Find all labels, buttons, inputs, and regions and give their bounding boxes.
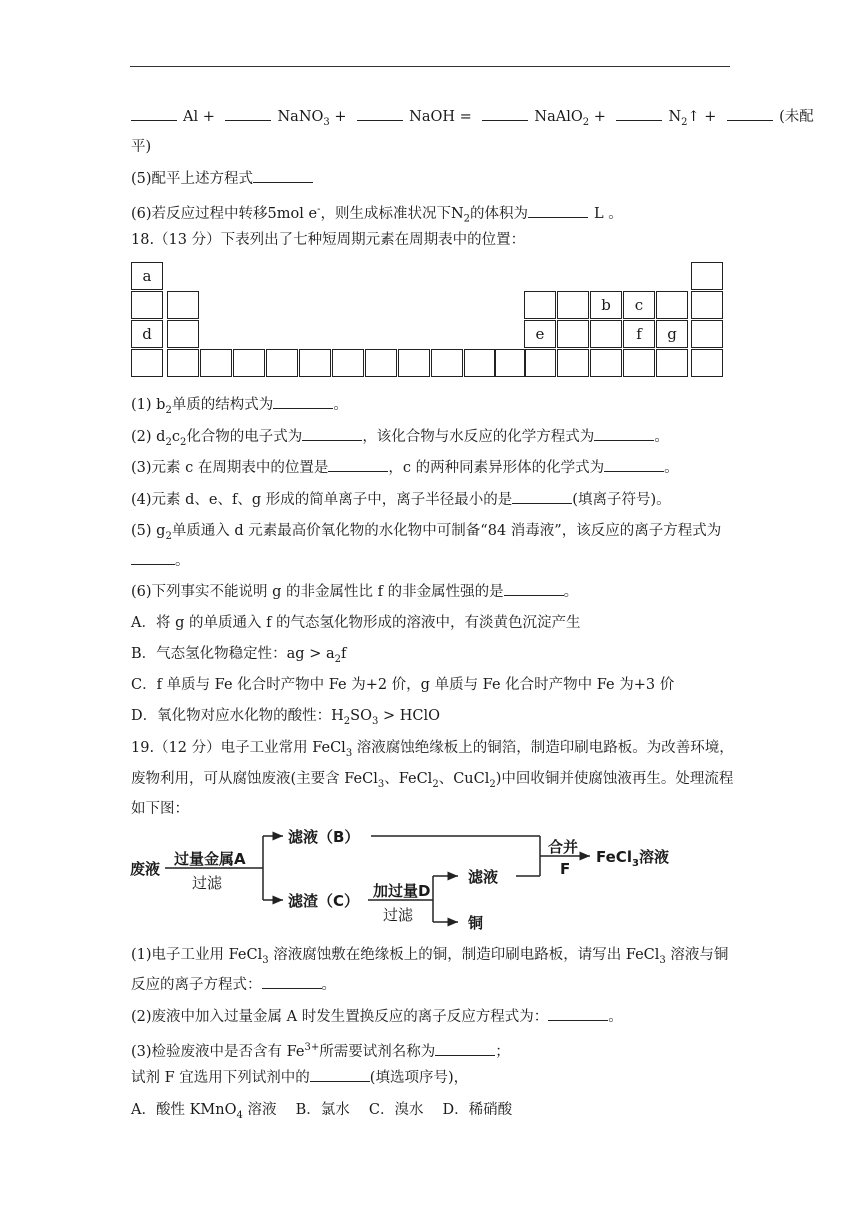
table-cell	[233, 349, 265, 377]
answer-blank[interactable]	[604, 458, 664, 472]
eq-term-n2	[668, 109, 688, 128]
table-cell	[167, 291, 199, 319]
table-cell	[464, 349, 496, 377]
question-text: )中回收铜并使腐蚀液再生。处理流程	[495, 771, 734, 787]
eq-text: NaNO	[277, 109, 324, 125]
table-cell	[494, 349, 526, 377]
answer-blank[interactable]	[528, 204, 588, 218]
answer-blank[interactable]	[310, 1068, 370, 1082]
eq-plus: +	[334, 109, 347, 125]
q19-options	[131, 1100, 512, 1126]
answer-blank[interactable]	[616, 107, 662, 121]
table-cell	[365, 349, 397, 377]
table-cell	[431, 349, 463, 377]
eq-note: (未配	[779, 109, 814, 125]
answer-blank[interactable]	[225, 107, 271, 121]
part-text: (5) g	[131, 523, 166, 539]
q18-part1	[131, 395, 348, 421]
option-formula: > HClO	[378, 708, 440, 724]
q17-part5	[131, 169, 319, 189]
label-filter: 过滤	[192, 874, 223, 892]
option-formula: f	[340, 646, 347, 662]
answer-blank[interactable]	[482, 107, 528, 121]
answer-blank[interactable]	[504, 582, 564, 596]
table-cell-g: g	[656, 320, 688, 348]
part-text: 。	[654, 429, 669, 445]
part-text: 试剂 F 宜选用下列试剂中的	[131, 1070, 310, 1086]
table-cell-e: e	[524, 320, 556, 348]
question-text: 、CuCl	[438, 771, 490, 787]
option-text: D．氧化物对应水化物的酸性：	[131, 708, 332, 724]
part-text: 溶液与铜	[665, 947, 729, 963]
answer-blank[interactable]	[328, 458, 388, 472]
part-text: 单质的结构式为	[171, 397, 274, 413]
table-cell	[691, 262, 723, 290]
part-text: (1)电子工业用 FeCl	[131, 947, 263, 963]
part-text: (5)配平上述方程式	[131, 171, 254, 187]
part-text: 。	[321, 977, 336, 993]
option-text: B．气态氢化物稳定性：	[131, 646, 287, 662]
option-d	[131, 706, 440, 732]
part-text: (4)元素 d、e、f、g 形成的简单离子中，离子半径最小的是	[131, 492, 513, 508]
product-text: FeCl	[596, 848, 632, 866]
subscript: 2	[343, 715, 351, 727]
superscript: -	[317, 204, 321, 215]
table-cell	[557, 291, 589, 319]
question-text: 溶液腐蚀绝缘板上的铜箔，制造印刷电路板。为改善环境，	[352, 740, 734, 756]
q18-part2	[131, 427, 669, 453]
option-b	[131, 644, 346, 670]
question-text: 19.（12 分）电子工业常用 FeCl	[131, 740, 346, 756]
q18-intro: 18.（13 分）下表列出了七种短周期元素在周期表中的位置：	[131, 232, 526, 248]
table-cell	[131, 349, 163, 377]
eq-sub: 3	[323, 116, 330, 128]
part-text: ，该化合物与水反应的化学方程式为	[362, 429, 595, 445]
subscript: 3	[345, 747, 353, 759]
periodic-table	[131, 262, 729, 379]
part-text: ，则生成标准状况下N	[320, 205, 464, 222]
subscript: 2	[489, 778, 496, 790]
header-rule	[130, 66, 730, 67]
q19-part1	[131, 945, 728, 971]
eq-term-naalo2	[534, 109, 590, 128]
q18-part6	[131, 582, 578, 602]
part-text: (2)废液中加入过量金属 A 时发生置换反应的离子反应方程式为：	[131, 1009, 549, 1025]
table-cell	[691, 291, 723, 319]
subscript: 3	[371, 715, 379, 727]
eq-plus: +	[593, 109, 606, 125]
node-waste: 废液	[130, 860, 161, 878]
q19-part4	[131, 1068, 468, 1088]
subscript: 2	[165, 436, 172, 448]
table-cell-b: b	[590, 291, 622, 319]
node-filtrate: 滤液	[468, 868, 499, 886]
subscript: 2	[165, 404, 172, 416]
part-text: 化合物的电子式为	[186, 429, 303, 445]
table-cell-d: d	[131, 320, 163, 348]
subscript: 3	[262, 954, 269, 966]
node-filtrate-b: 滤液（B）	[288, 828, 360, 846]
answer-blank[interactable]	[512, 490, 572, 504]
eq-gas-arrow: ↑ +	[687, 109, 717, 125]
part-text: 。	[563, 584, 579, 600]
part-text: c	[171, 429, 180, 445]
table-cell	[299, 349, 331, 377]
answer-blank[interactable]	[131, 107, 177, 121]
option-formula: SO	[350, 708, 372, 724]
part-text: ，c 的两种同素异形体的化学式为	[388, 460, 605, 476]
q19-part2	[131, 1007, 623, 1027]
process-flowchart	[128, 826, 688, 930]
option-c: C．f 单质与 Fe 化合时产物中 Fe 为+2 价，g 单质与 Fe 化合时产物中 Fe 为+3 价	[131, 677, 675, 693]
part-text: 。	[175, 553, 190, 569]
q19-part1-cont	[131, 975, 336, 995]
eq-text: NaAlO	[534, 109, 583, 125]
eq-text: N	[668, 109, 682, 125]
q19-line2	[131, 769, 733, 795]
table-cell-f: f	[623, 320, 655, 348]
question-text: 废物利用，可从腐蚀废液(主要含 FeCl	[131, 771, 378, 787]
q17-part6	[131, 200, 623, 230]
table-cell	[266, 349, 298, 377]
subscript: 2	[165, 530, 172, 542]
subscript: 2	[432, 778, 439, 790]
part-text: L 。	[594, 205, 623, 222]
eq-term-nano3	[277, 109, 330, 128]
question-text: 、FeCl	[384, 771, 433, 787]
eq-sub: 2	[681, 116, 688, 128]
q18-part3	[131, 458, 679, 478]
table-cell	[524, 291, 556, 319]
q19-part3	[131, 1038, 510, 1062]
node-residue-c: 滤渣（C）	[288, 892, 360, 910]
table-cell	[656, 291, 688, 319]
table-cell-c: c	[623, 291, 655, 319]
eq-term-naoh: NaOH =	[409, 109, 472, 125]
q19-line3: 如下图：	[131, 801, 189, 817]
answer-blank[interactable]	[435, 1042, 495, 1056]
label-filter: 过滤	[383, 906, 414, 924]
subscript: 2	[334, 653, 341, 665]
node-fecl3-solution	[596, 846, 669, 869]
q18-part5-answer	[131, 551, 190, 571]
part-text: 。	[664, 460, 679, 476]
part-text: 反应的离子方程式：	[131, 977, 262, 993]
balancing-equation	[131, 107, 814, 133]
product-text: 溶液	[638, 848, 669, 866]
label-merge: 合并	[548, 838, 579, 856]
answer-blank[interactable]	[262, 975, 322, 989]
subscript: 3	[377, 778, 385, 790]
superscript: 3+	[304, 1042, 320, 1053]
table-cell	[398, 349, 430, 377]
part-text: (填离子符号)。	[572, 492, 671, 508]
answer-blank[interactable]	[357, 107, 403, 121]
table-cell	[167, 320, 199, 348]
label-add-excess-d: 加过量D	[373, 882, 431, 900]
part-text: (3)元素 c 在周期表中的位置是	[131, 460, 329, 476]
label-excess-metal-a: 过量金属A	[174, 850, 246, 868]
part-text: (2) d	[131, 429, 166, 445]
part-text: (填选项序号)，	[369, 1070, 469, 1086]
table-cell	[691, 320, 723, 348]
table-cell	[656, 349, 688, 377]
part-text: 。	[608, 1009, 623, 1025]
part-text: 的体积为	[470, 205, 529, 222]
part-text: ；	[495, 1043, 510, 1060]
q18-part5	[131, 521, 721, 547]
table-cell-a: a	[131, 262, 163, 290]
part-text: (3)检验废液中是否含有 Fe	[131, 1043, 305, 1060]
eq-term-al: Al +	[183, 109, 215, 125]
table-cell	[131, 291, 163, 319]
answer-blank[interactable]	[302, 427, 362, 441]
part-text: 单质通入 d 元素最高价氧化物的水化物中可制备“84 消毒液”，该反应的离子方程式为	[171, 523, 722, 539]
option-formula: H	[331, 708, 344, 724]
option-text: A．酸性 KMnO	[131, 1102, 237, 1118]
q19-line1	[131, 738, 734, 764]
part-text: (6)若反应过程中转移5mol e	[131, 205, 318, 222]
part-text: (1) b	[131, 397, 166, 413]
part-text: (6)下列事实不能说明 g 的非金属性比 f 的非金属性强的是	[131, 584, 504, 600]
eq-sub: 2	[582, 116, 590, 128]
table-cell	[332, 349, 364, 377]
subscript: 2	[463, 213, 471, 225]
table-cell	[623, 349, 655, 377]
subscript: 3	[659, 954, 666, 966]
option-a: A．将 g 的单质通入 f 的气态氢化物形成的溶液中，有淡黄色沉淀产生	[131, 615, 581, 631]
table-cell	[590, 320, 622, 348]
part-text: 所需要试剂名称为	[319, 1043, 436, 1060]
answer-blank[interactable]	[727, 107, 773, 121]
answer-blank[interactable]	[131, 551, 175, 565]
option-formula: ag > a	[286, 646, 335, 662]
eq-note-wrap: 平)	[131, 139, 152, 155]
table-cell	[590, 349, 622, 377]
table-cell	[167, 349, 199, 377]
subscript: 4	[236, 1109, 243, 1121]
table-cell	[557, 349, 589, 377]
subscript: 3	[631, 858, 639, 869]
answer-blank[interactable]	[594, 427, 654, 441]
table-cell	[557, 320, 589, 348]
subscript: 2	[179, 436, 187, 448]
q18-part4	[131, 490, 671, 510]
table-cell	[691, 349, 723, 377]
part-text: 。	[333, 397, 348, 413]
answer-blank[interactable]	[253, 169, 313, 183]
table-cell	[200, 349, 232, 377]
node-copper: 铜	[468, 914, 484, 932]
table-cell	[524, 349, 556, 377]
answer-blank[interactable]	[273, 395, 333, 409]
label-reagent-f: F	[560, 860, 571, 878]
part-text: 溶液腐蚀敷在绝缘板上的铜，制造印刷电路板，请写出 FeCl	[268, 947, 660, 963]
answer-blank[interactable]	[548, 1007, 608, 1021]
option-text: 溶液 B．氯水 C．溴水 D．稀硝酸	[242, 1102, 513, 1118]
